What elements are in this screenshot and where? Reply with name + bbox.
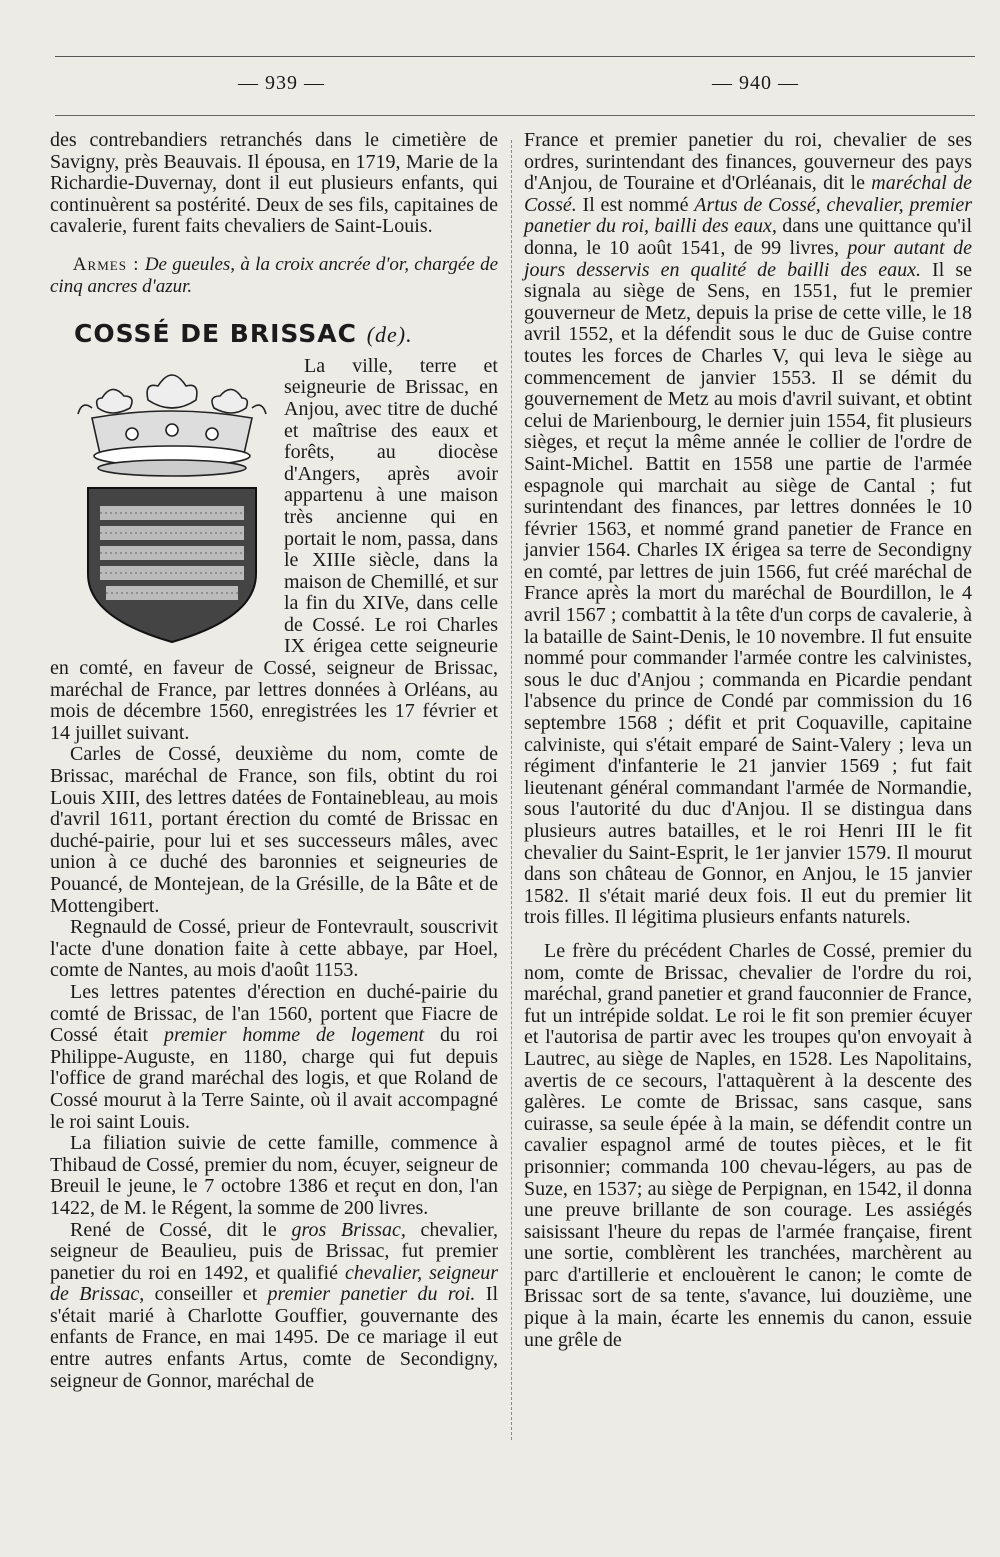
ducal-crown-icon: [78, 375, 266, 476]
page-number-left: — 939 —: [238, 72, 325, 94]
p4-emphasis: premier homme de logement: [163, 1024, 425, 1047]
p6-emphasis-3: premier panetier du roi.: [267, 1283, 476, 1306]
coat-of-arms-image: [72, 356, 272, 644]
p4-text-b: du roi Philippe-Auguste, en 1180, charge qui fut depuis l'office de grand maréchal des logis, et que Roland de Cossé mourut à la Terre Sainte, où il avait accompagné le roi saint Louis.: [50, 1024, 499, 1133]
arms-label: Armes :: [72, 253, 140, 275]
paragraph-1: La ville, terre et seigneurie de Brissac, en Anjou, avec titre de duché et maîtrise des eaux et forêts, au diocèse d'Angers, après avoir appartenu à une maison très ancienne qui en portait le nom, passa, dans le XIIIe siècle, dans la maison de Chemillé, et sur la fin du XIVe, dans celle de Cossé. Le roi Charles IX érigea cette seigneurie en comté, en faveur de Cossé, seigneur de Brissac, maréchal de France, par lettres données à Orléans, au mois de décembre 1560, enregistrées les 17 février et 14 juillet suivant.: [50, 354, 498, 744]
column-divider: [511, 140, 512, 1440]
right-paragraph-2: Le frère du précédent Charles de Cossé, premier du nom, comte de Brissac, chevalier de l'ordre du roi, maréchal, grand panetier et grand fauconnier de France, fut un intrépide soldat. Le roi le fit son premier écuyer et l'autorisa de partir avec les troupes qu'on envoyait à Lautrec, au siège de Naples, en 1528. Les Napolitains, avertis de ce secours, l'attaquèrent à la descente des galères. Le comte de Brissac, sans casque, sans cuirasse, sa seule épée à la main, se défendit contre un cavalier espagnol armé de toutes pièces, et le fit prisonnier; commanda 100 chevau-légers, au pas de Suze, en 1537; au siège de Perpignan, en 1542, il donna une preuve brillante de son courage. Les assiégés saisissant l'heure du repas de l'armée française, firent une sortie, comblèrent les tranchées, marchèrent au parc d'artillerie et enclouèrent le canon; le comte de Brissac sort de sa tente, s'avance, lui douzième, une pique à la main, écarte les ennemis du canon, essuie une grêle de: [524, 939, 972, 1351]
p6-text-b: chevalier, seigneur de Beaulieu, puis de Brissac, fut premier panetier du roi en 1492, et qualifié: [50, 1218, 498, 1284]
r1-emphasis-2: Artus de Cossé, chevalier, premier panetier du roi, bailli des eaux,: [524, 193, 972, 238]
intro-paragraph: des contrebandiers retranchés dans le cimetière de Savigny, près Beauvais. Il épousa, en 1719, Marie de la Richardie-Duvernay, dont il eut plusieurs enfants, qui continuèrent sa postérité. Deux de ses fils, capitaines de cavalerie, furent faits chevaliers de Saint-Louis.: [50, 129, 498, 238]
p6-text-d: Il s'était marié à Charlotte Gouffier, gouvernante des enfants de France, en mai 1495. De ce mariage il eut entre autres enfants Artus, comte de Secondigny, seigneur de Gonnor, maréchal de: [50, 1283, 498, 1392]
title-particle: (de).: [366, 322, 413, 348]
right-paragraph-1: [524, 130, 972, 929]
r1-text-c: dans une quittance qu'il donna, le 10 août 1541, de 99 livres,: [524, 215, 973, 259]
p6-emphasis-2: chevalier, seigneur de Brissac,: [50, 1261, 499, 1306]
r1-text-d: Il se signala au siège de Sens, en 1551, fut le premier gouverneur de Metz, depuis la prise de cette ville, le 18 avril 1552, et la défendit sous le duc de Guise contre toutes les forces de Charles V, qui leva le siège au commencement de janvier 1553. Il se démit du gouvernement de Metz au mois d'avril suivant, et obtint celui de Marienbourg, le dernier juin 1554, fit plusieurs sièges, et reçut la même année le collier de l'ordre de Saint-Michel. Battit en 1558 une partie de l'armée espagnole qui marchait au siège de Cantal ; fut surintendant des finances, par lettres données le 10 février 1563, et nommé grand panetier de France en janvier 1564. Charles IX érigea sa terre de Secondigny en comté, par lettres de juin 1566, fut créé maréchal de France après la mort du maréchal de Bourdillon, le 4 avril 1567 ; combattit à la tête d'un corps de cavalerie, à la bataille de Saint-Denis, le 10 novembre. Il fut ensuite nommé pour commander l'armée contre les calvinistes, sous le duc d'Anjou ; commanda en Picardie pendant l'absence du prince de Condé par commission du 16 septembre 1568 ; défit et prit Coquaville, capitaine calviniste, qui s'était emparé de Saint-Valery ; leva un régiment d'infanterie le 21 janvier 1569 ; fut fait lieutenant général commandant l'armée de Normandie, sous l'autorité du duc d'Anjou. Il se distingua dans plusieurs autres batailles, et le roi Henri III le fit chevalier du Saint-Esprit, le 1er janvier 1579. Il mourut dans son château de Gonnor, en Anjou, le 15 janvier 1582. Il s'était marié deux fois. Il eut du premier lit trois filles. Il légitima plusieurs enfants naturels.: [524, 258, 973, 929]
header-rule: [55, 115, 975, 116]
arms-paragraph: [50, 254, 498, 297]
page-number-right: — 940 —: [712, 72, 799, 94]
paragraph-4: [50, 982, 498, 1133]
p4-text-a: Les lettres patentes d'érection en duché-pairie du comté de Brissac, de l'an 1560, portent que Fiacre de Cossé était: [50, 980, 498, 1047]
arms-text: De gueules, à la croix ancrée d'or, chargée de cinq ancres d'azur.: [50, 253, 498, 297]
r1-text-a: France et premier panetier du roi, chevalier de ses ordres, surintendant des finances, gouverneur des pays d'Anjou, de Touraine et d'Orléanais, dit le: [524, 129, 972, 195]
paragraph-2: Carles de Cossé, deuxième du nom, comte de Brissac, maréchal de France, son fils, obtint du roi Louis XIII, des lettres datées de Fontainebleau, au mois d'avril 1611, portant érection du comté de Brissac en duché-pairie, pour lui et ses successeurs mâles, avec union à ce duché des baronnies et seigneuries de Pouancé, de Montejean, de la Grésille, de la Bâte et de Mottengibert.: [50, 743, 498, 917]
paragraph-5: La filiation suivie de cette famille, commence à Thibaud de Cossé, premier du nom, écuyer, seigneur de Breuil le jeune, le 7 octobre 1386 et reçut en don, l'an 1422, de M. le Régent, la somme de 200 livres.: [50, 1132, 498, 1219]
shield-icon: [88, 488, 256, 642]
title-text: COSSÉ DE BRISSAC: [74, 319, 357, 349]
r1-emphasis-1: maréchal de Cossé.: [524, 172, 973, 216]
top-rule: [55, 56, 975, 57]
r1-text-b: Il est nommé: [582, 193, 689, 216]
p6-emphasis-1: gros Brissac,: [291, 1218, 406, 1241]
right-column: [524, 130, 972, 1351]
p6-text-a: René de Cossé, dit le: [70, 1218, 277, 1241]
paragraph-3: Regnauld de Cossé, prieur de Fontevrault, souscrivit l'acte d'une donation faite à cette abbaye, par Hoel, comte de Nantes, au mois d'août 1153.: [50, 916, 498, 982]
paragraph-6: [50, 1220, 498, 1393]
p6-text-c: conseiller et: [154, 1283, 258, 1306]
left-column: [50, 130, 498, 1392]
article-title: [74, 319, 498, 349]
r1-emphasis-3: pour autant de jours desservis en qualité de bailli des eaux.: [524, 236, 972, 281]
